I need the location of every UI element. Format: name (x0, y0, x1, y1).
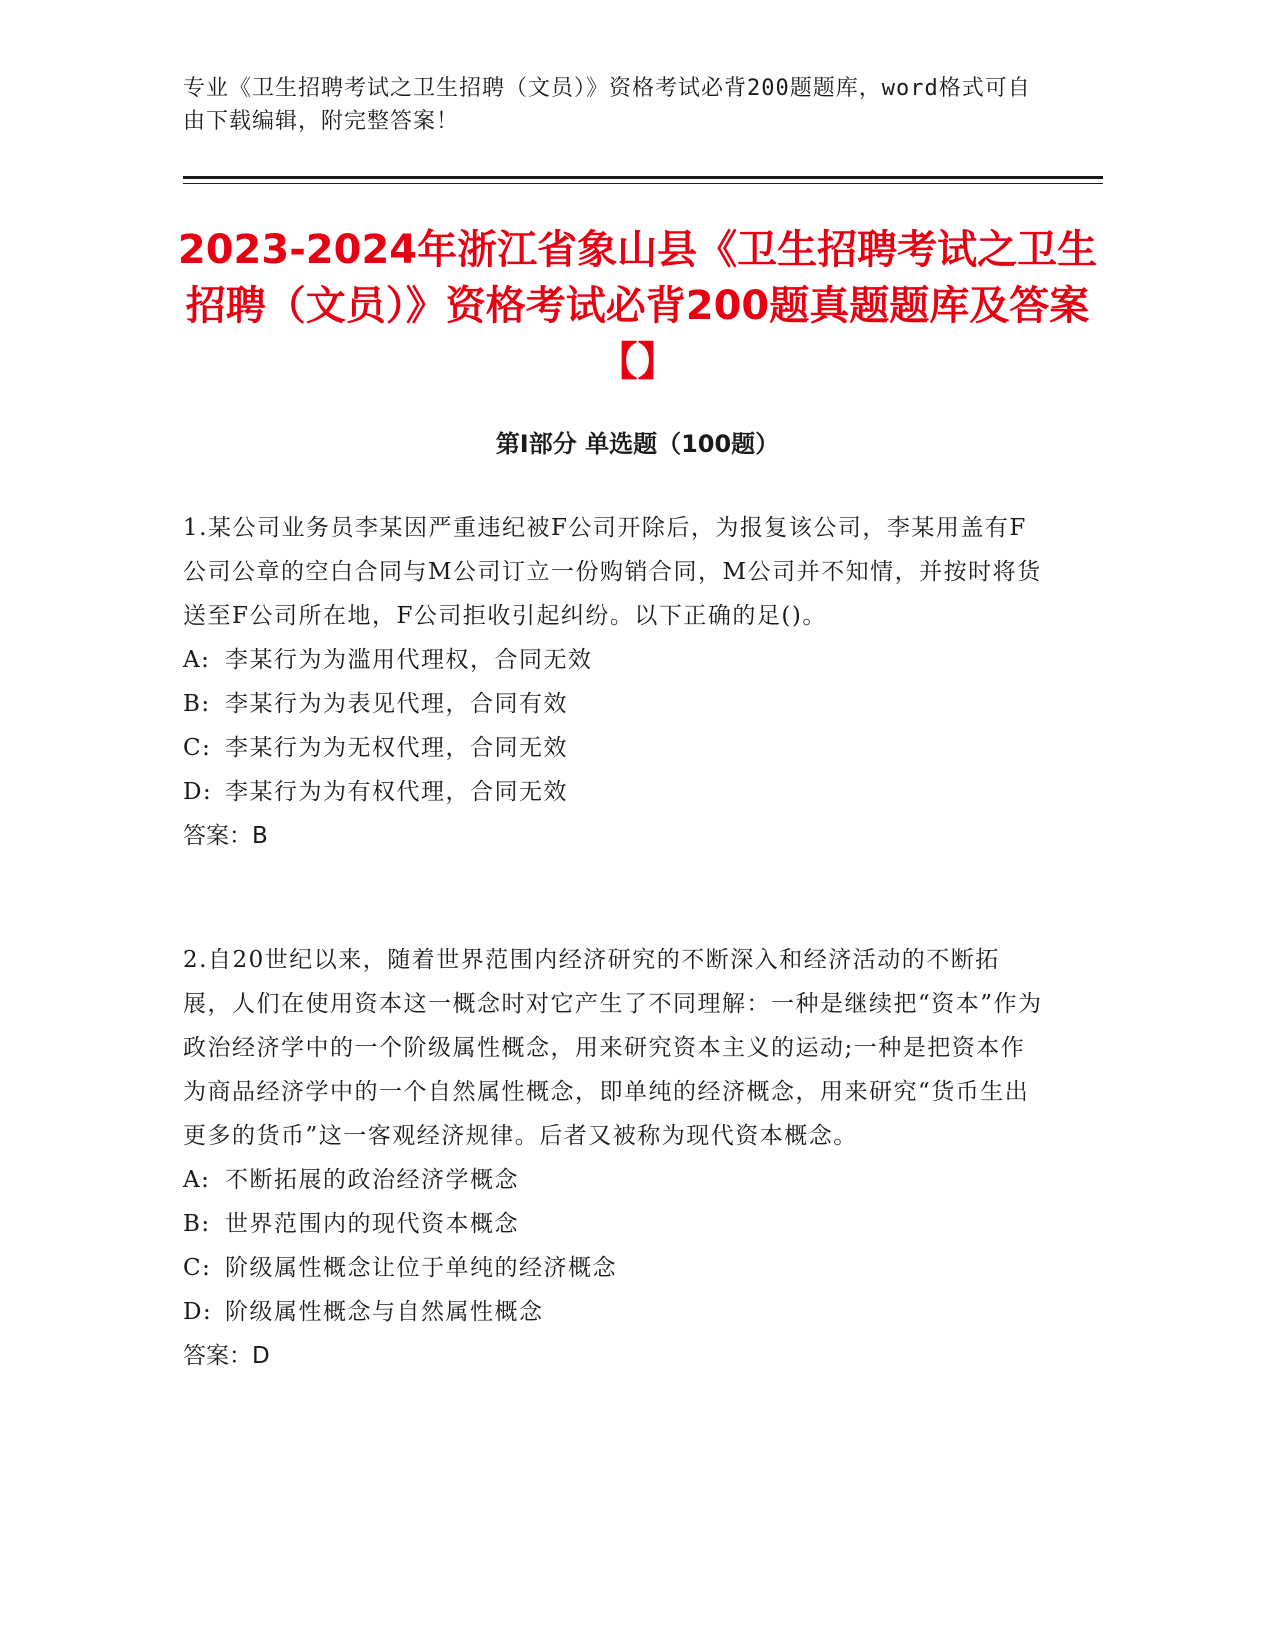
option-c (183, 1246, 1043, 1290)
option-d (183, 1290, 1043, 1334)
question-stem: 2.自20世纪以来，随着世界范围内经济研究的不断深入和经济活动的不断拓展，人们在使用资本这一概念时对它产生了不同理解：一种是继续把“资本”作为政治经济学中的一个阶级属性概念，用来研究资本主义的运动;一种是把资本作为商品经济学中的一个自然属性概念，即单纯的经济概念，用来研究“货币生出更多的货币”这一客观经济规律。后者又被称为现代资本概念。 (183, 947, 1043, 1149)
option-a (183, 638, 1043, 682)
header-rule-thick (183, 176, 1103, 179)
option-letter: D: (183, 779, 213, 805)
option-letter: A: (183, 647, 211, 673)
option-letter: C: (183, 735, 212, 761)
option-letter: B: (183, 691, 211, 717)
option-b (183, 1202, 1043, 1246)
option-text: 李某行为为无权代理，合同无效 (225, 735, 568, 761)
option-text: 李某行为为表见代理，合同有效 (225, 691, 568, 717)
answer-line: 答案：B (183, 823, 268, 849)
option-text: 李某行为为滥用代理权，合同无效 (225, 647, 593, 673)
header-note: 专业《卫生招聘考试之卫生招聘（文员）》资格考试必背200题题库，word格式可自由下载编辑，附完整答案！ (183, 76, 1031, 134)
option-a (183, 1158, 1043, 1202)
header-rule-thin (183, 183, 1103, 184)
option-d (183, 770, 1043, 814)
option-text: 阶级属性概念与自然属性概念 (225, 1299, 544, 1325)
question-stem: 1.某公司业务员李某因严重违纪被F公司开除后，为报复该公司，李某用盖有F公司公章的空白合同与M公司订立一份购销合同，M公司并不知情，并按时将货送至F公司所在地，F公司拒收引起纠纷。以下正确的足()。 (183, 515, 1042, 629)
option-letter: D: (183, 1299, 213, 1325)
option-letter: B: (183, 1211, 211, 1237)
question-1 (183, 506, 1043, 858)
option-letter: A: (183, 1167, 211, 1193)
question-2 (183, 938, 1043, 1378)
option-text: 李某行为为有权代理，合同无效 (225, 779, 568, 805)
option-letter: C: (183, 1255, 212, 1281)
section-heading: 第Ⅰ部分 单选题（100题） (495, 430, 780, 458)
option-text: 不断拓展的政治经济学概念 (225, 1167, 519, 1193)
option-b (183, 682, 1043, 726)
option-text: 世界范围内的现代资本概念 (225, 1211, 519, 1237)
document-title: 2023-2024年浙江省象山县《卫生招聘考试之卫生招聘（文员）》资格考试必背200题真题题库及答案【】 (177, 227, 1098, 385)
option-c (183, 726, 1043, 770)
option-text: 阶级属性概念让位于单纯的经济概念 (225, 1255, 617, 1281)
answer-line: 答案：D (183, 1343, 270, 1369)
